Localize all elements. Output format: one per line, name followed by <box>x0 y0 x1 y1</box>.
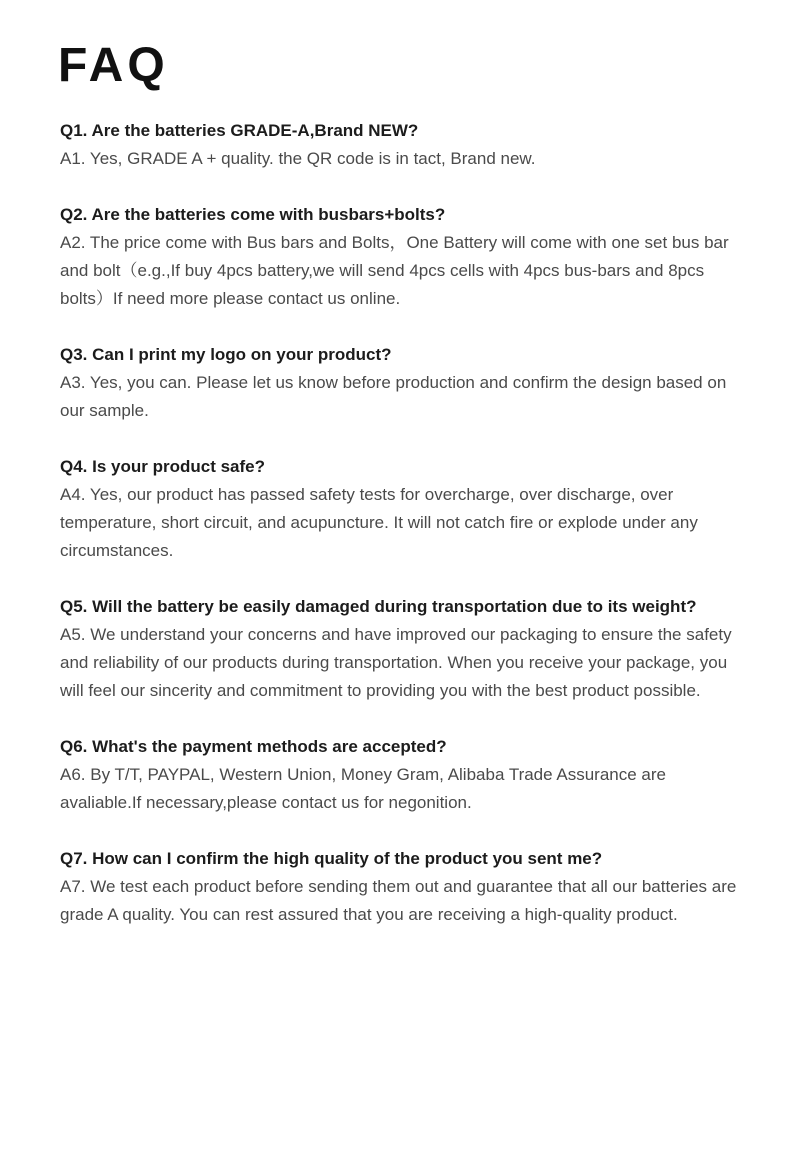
faq-list <box>60 117 750 957</box>
faq-question: Q7. How can I confirm the high quality of the product you sent me? <box>60 849 603 868</box>
faq-item-2 <box>60 201 750 313</box>
faq-answer: A2. The price come with Bus bars and Bolts，One Battery will come with one set bus bar and bolt（e.g.,If buy 4pcs battery,we will send 4pcs cells with 4pcs bus-bars and 8pcs bolts）If need more please contact us online. <box>60 233 729 308</box>
faq-item-7 <box>60 845 750 929</box>
faq-answer: A5. We understand your concerns and have improved our packaging to ensure the safety and reliability of our products during transportation. When you receive your package, you will feel our sincerity and commitment to providing you with the best product possible. <box>60 625 732 700</box>
faq-question: Q5. Will the battery be easily damaged during transportation due to its weight? <box>60 597 697 616</box>
faq-item-1 <box>60 117 750 173</box>
faq-answer: A1. Yes, GRADE A + quality. the QR code is in tact, Brand new. <box>60 149 536 168</box>
faq-question: Q1. Are the batteries GRADE-A,Brand NEW? <box>60 121 419 140</box>
faq-answer: A6. By T/T, PAYPAL, Western Union, Money Gram, Alibaba Trade Assurance are avaliable.If necessary,please contact us for negonition. <box>60 765 666 812</box>
faq-question: Q2. Are the batteries come with busbars+bolts? <box>60 205 446 224</box>
faq-answer: A7. We test each product before sending them out and guarantee that all our batteries are grade A quality. You can rest assured that you are receiving a high-quality product. <box>60 877 737 924</box>
faq-item-5 <box>60 593 750 705</box>
faq-answer: A3. Yes, you can. Please let us know before production and confirm the design based on our sample. <box>60 373 727 420</box>
faq-item-3 <box>60 341 750 425</box>
faq-item-4 <box>60 453 750 565</box>
faq-item-6 <box>60 733 750 817</box>
faq-question: Q4. Is your product safe? <box>60 457 265 476</box>
page-title: FAQ <box>58 39 169 92</box>
faq-question: Q3. Can I print my logo on your product? <box>60 345 392 364</box>
faq-question: Q6. What's the payment methods are accepted? <box>60 737 447 756</box>
faq-answer: A4. Yes, our product has passed safety tests for overcharge, over discharge, over temperature, short circuit, and acupuncture. It will not catch fire or explode under any circumstances. <box>60 485 698 560</box>
